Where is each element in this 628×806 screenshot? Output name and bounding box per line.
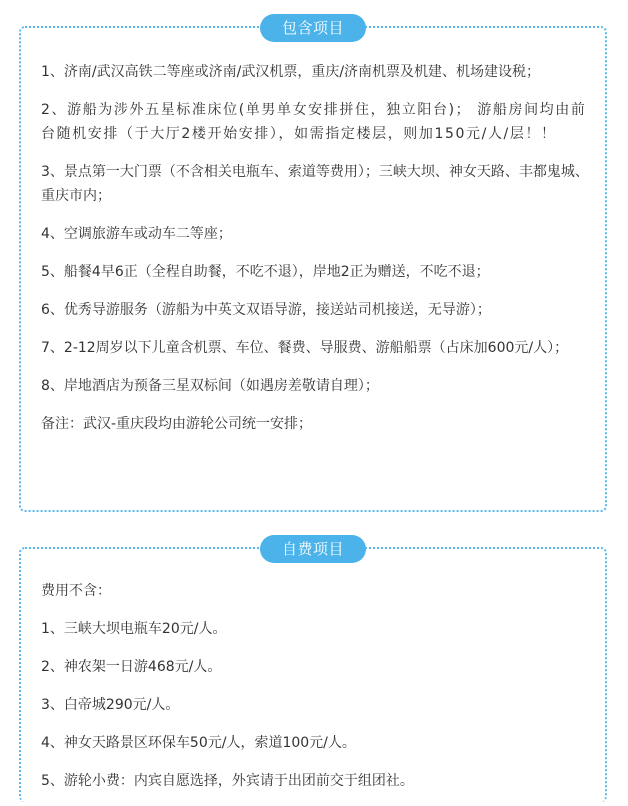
included-items-title: 包含项目 — [260, 14, 366, 42]
included-item: 6、优秀导游服务（游船为中英文双语导游，接送站司机接送，无导游）； — [41, 302, 491, 318]
extra-intro: 费用不含： — [41, 583, 111, 599]
extra-item: 4、神女天路景区环保车50元/人，索道100元/人。 — [41, 735, 356, 751]
included-items-list — [41, 60, 591, 450]
extra-item: 5、游轮小费：内宾自愿选择，外宾请于出团前交于组团社。 — [41, 773, 414, 789]
included-item: 2、游船为涉外五星标准床位(单男单女安排拼住，独立阳台)； 游船房间均由前台随机安排（于大厅2楼开始安排），如需指定楼层，则加150元/人/层！！ — [41, 102, 587, 142]
extra-items-list — [41, 579, 591, 806]
included-item: 1、济南/武汉高铁二等座或济南/武汉机票，重庆/济南机票及机建、机场建设税； — [41, 64, 541, 80]
extra-item: 2、神农架一日游468元/人。 — [41, 659, 222, 675]
extra-items-section — [19, 540, 607, 802]
included-item: 3、景点第一大门票（不含相关电瓶车、索道等费用）；三峡大坝、神女天路、丰都鬼城、重庆市内； — [41, 164, 589, 204]
included-item: 5、船餐4早6正（全程自助餐，不吃不退），岸地2正为赠送，不吃不退； — [41, 264, 490, 280]
included-item: 8、岸地酒店为预备三星双标间（如遇房差敬请自理）； — [41, 378, 379, 394]
included-note: 备注：武汉-重庆段均由游轮公司统一安排； — [41, 416, 313, 432]
extra-item: 1、三峡大坝电瓶车20元/人。 — [41, 621, 227, 637]
included-item: 7、2-12周岁以下儿童含机票、车位、餐费、导服费、游船船票（占床加600元/人）； — [41, 340, 569, 356]
extra-items-title: 自费项目 — [260, 535, 366, 563]
extra-item: 3、白帝城290元/人。 — [41, 697, 180, 713]
included-items-section — [19, 19, 607, 512]
included-item: 4、空调旅游车或动车二等座； — [41, 226, 232, 242]
